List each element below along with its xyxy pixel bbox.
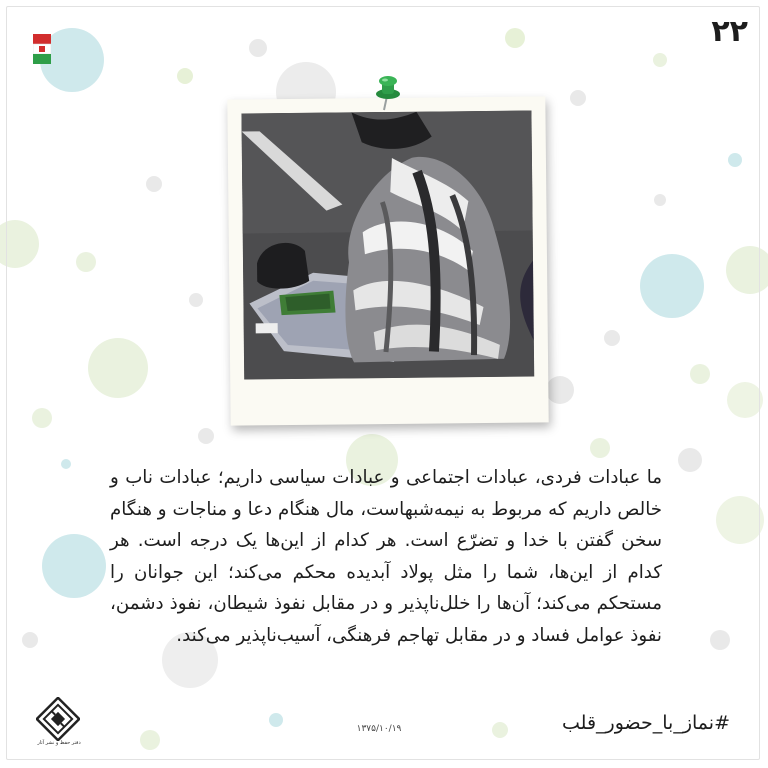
- hashtag-link[interactable]: #نماز_با_حضور_قلب: [562, 712, 730, 734]
- iran-flag-icon: [33, 34, 51, 64]
- kufic-seal-icon: [36, 697, 80, 741]
- seal-caption: دفتر حفظ و نشر آثار: [37, 740, 81, 746]
- praying-woman-illustration: [241, 110, 534, 379]
- push-pin-icon: [372, 74, 404, 114]
- polaroid-frame: [227, 96, 548, 425]
- prayer-photo: [241, 110, 534, 379]
- quote-paragraph: ما عبادات فردی، عبادات اجتماعی و عبادات سیاسی داریم؛ عبادات ناب و خالص داریم که مربوط به نیمه‌شبهاست، مال هنگام دعا و مناجات و هنگام سخن گفتن با خدا و تضرّع است. هر کدام از این‌ها یک درجه است. هر کدام از این‌ها، شما را مثل پولاد آبدیده محکم می‌کند؛ این جوانان را مستحکم می‌کند؛ آن‌ها را خلل‌ناپذیر و در مقابل نفوذ شیطان، نفوذ دشمن، نفوذ عوامل فساد و در مقابل تهاجم فرهنگی، آسیب‌ناپذیر می‌کند.: [110, 467, 662, 646]
- quote-date: ۱۳۷۵/۱۰/۱۹: [356, 724, 402, 734]
- page-number: ۲۲: [711, 14, 748, 49]
